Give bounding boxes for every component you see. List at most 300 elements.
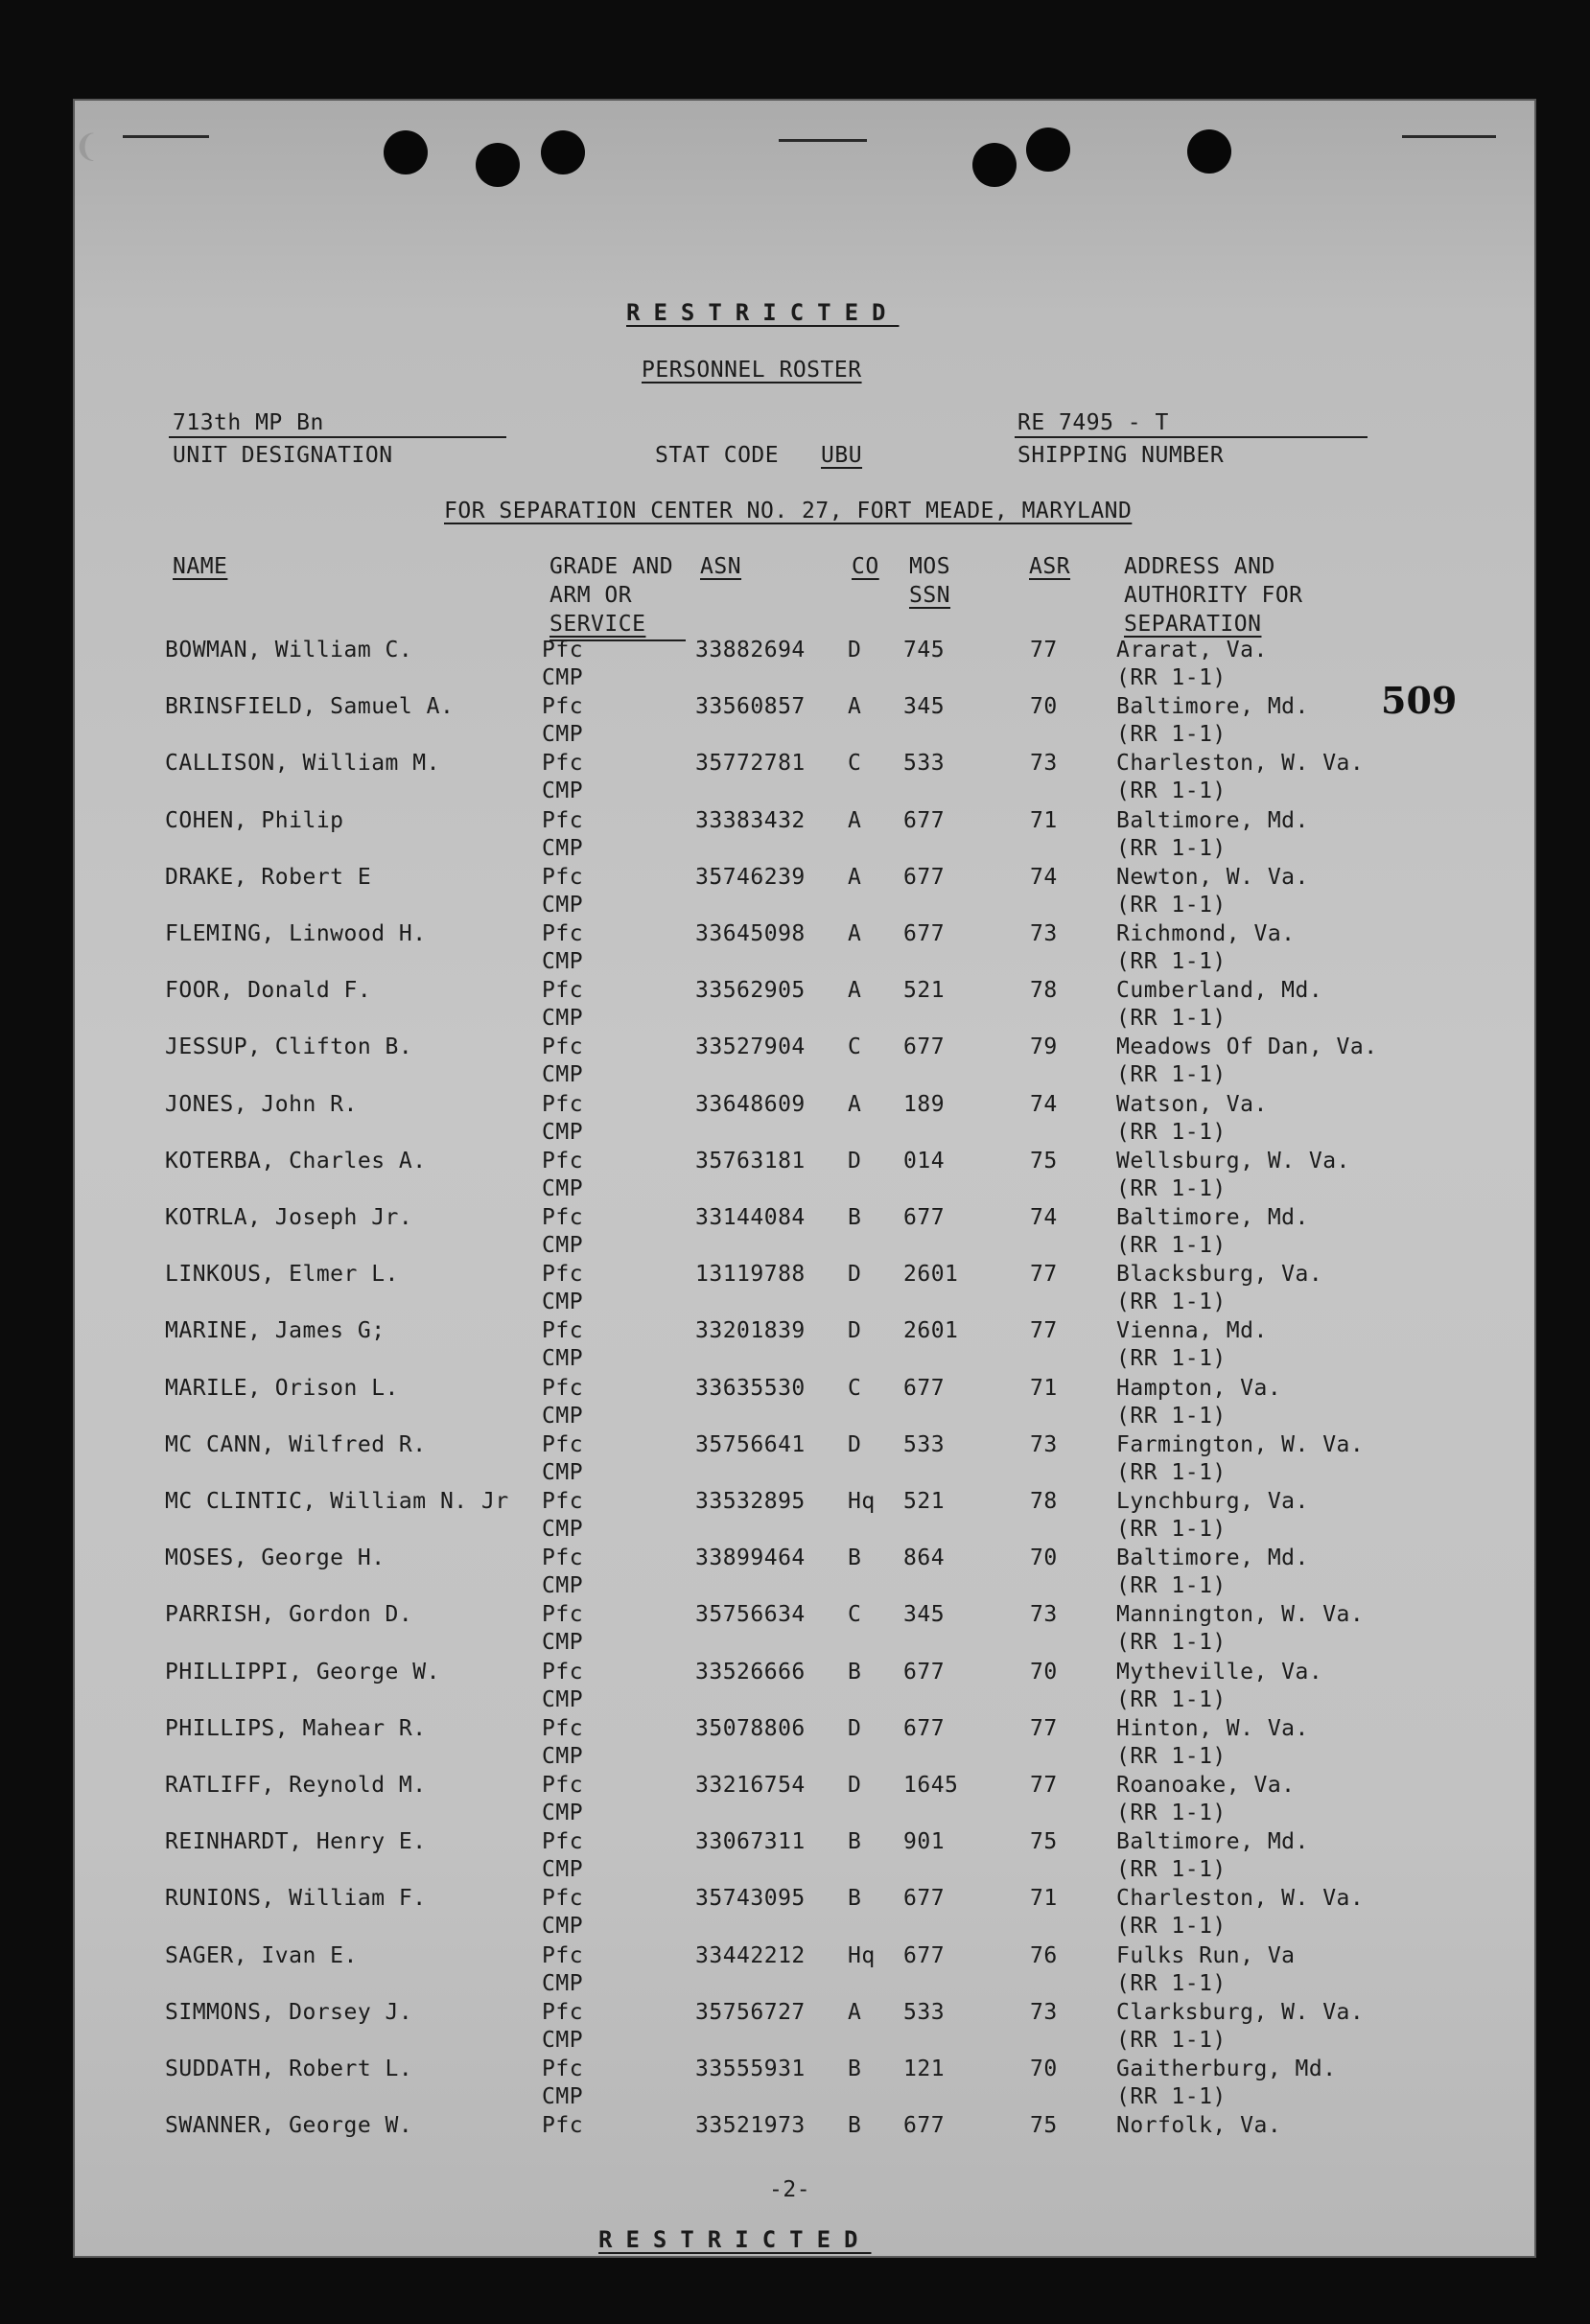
cell-arm: CMP [542,1460,584,1485]
cell-address: Hampton, Va. [1116,1376,1282,1401]
cell-asn: 35763181 [695,1149,806,1174]
cell-grade: Pfc [542,1034,584,1059]
cell-arm: CMP [542,1857,584,1882]
cell-arm: CMP [542,1801,584,1825]
cell-asr: 73 [1030,921,1058,946]
cell-co: C [848,1602,862,1627]
cell-grade: Pfc [542,2113,584,2138]
cell-name: KOTRLA, Joseph Jr. [165,1205,413,1230]
table-row [0,1034,1590,1090]
cell-address: Baltimore, Md. [1116,1829,1309,1854]
cell-mos: 521 [903,978,946,1003]
cell-address: Baltimore, Md. [1116,1205,1309,1230]
cell-address: Charleston, W. Va. [1116,1886,1365,1911]
cell-arm: CMP [542,1290,584,1314]
cell-grade: Pfc [542,1545,584,1570]
cell-grade: Pfc [542,1318,584,1343]
cell-authority: (RR 1-1) [1116,1176,1227,1201]
scan-edge-mark: ❨ [75,125,99,169]
table-row [0,1376,1590,1431]
cell-authority: (RR 1-1) [1116,1914,1227,1939]
cell-mos: 677 [903,1716,946,1741]
table-row [0,978,1590,1034]
cell-authority: (RR 1-1) [1116,1687,1227,1712]
cell-address: Newton, W. Va. [1116,865,1309,890]
col-co-header: CO [852,554,879,579]
cell-co: Hq [848,1943,876,1968]
cell-asr: 77 [1030,1262,1058,1287]
cell-asr: 70 [1030,2057,1058,2081]
cell-address: Meadows Of Dan, Va. [1116,1034,1378,1059]
punch-hole [541,130,585,174]
cell-mos: 745 [903,638,946,662]
cell-name: KOTERBA, Charles A. [165,1149,427,1174]
cell-asn: 33144084 [695,1205,806,1230]
cell-asn: 35756634 [695,1602,806,1627]
cell-authority: (RR 1-1) [1116,1630,1227,1655]
cell-authority: (RR 1-1) [1116,1460,1227,1485]
cell-asr: 76 [1030,1943,1058,1968]
col-address-header-1: ADDRESS AND [1124,554,1275,579]
cell-name: MC CANN, Wilfred R. [165,1432,427,1457]
cell-arm: CMP [542,665,584,690]
cell-arm: CMP [542,836,584,861]
cell-address: Cumberland, Md. [1116,978,1323,1003]
staple-mark [123,135,209,138]
cell-mos: 901 [903,1829,946,1854]
cell-asn: 33201839 [695,1318,806,1343]
cell-grade: Pfc [542,1886,584,1911]
cell-arm: CMP [542,1404,584,1429]
cell-name: COHEN, Philip [165,808,344,833]
shipping-number-line [1015,436,1368,438]
table-row [0,865,1590,920]
cell-co: B [848,1205,862,1230]
unit-designation-label: UNIT DESIGNATION [173,443,393,468]
page-number: -2- [769,2177,811,2202]
cell-asr: 73 [1030,751,1058,776]
cell-arm: CMP [542,2028,584,2053]
cell-grade: Pfc [542,1432,584,1457]
cell-authority: (RR 1-1) [1116,1233,1227,1258]
col-mos-header-1: MOS [909,554,951,579]
cell-grade: Pfc [542,1660,584,1685]
cell-name: MC CLINTIC, William N. Jr [165,1489,509,1514]
cell-asr: 70 [1030,694,1058,719]
cell-name: SIMMONS, Dorsey J. [165,2000,413,2025]
table-row [0,1829,1590,1885]
table-row [0,751,1590,806]
cell-asr: 73 [1030,2000,1058,2025]
cell-grade: Pfc [542,978,584,1003]
cell-authority: (RR 1-1) [1116,665,1227,690]
cell-mos: 533 [903,1432,946,1457]
cell-co: B [848,1545,862,1570]
table-row [0,1602,1590,1658]
cell-arm: CMP [542,1971,584,1996]
cell-name: PHILLIPPI, George W. [165,1660,440,1685]
cell-asn: 35743095 [695,1886,806,1911]
cell-grade: Pfc [542,1602,584,1627]
table-row [0,1716,1590,1772]
cell-grade: Pfc [542,1829,584,1854]
cell-name: PHILLIPS, Mahear R. [165,1716,427,1741]
cell-grade: Pfc [542,865,584,890]
cell-asr: 73 [1030,1602,1058,1627]
cell-asn: 33882694 [695,638,806,662]
cell-name: BOWMAN, William C. [165,638,413,662]
cell-name: BRINSFIELD, Samuel A. [165,694,455,719]
cell-asn: 33067311 [695,1829,806,1854]
staple-mark [1402,135,1496,138]
table-row [0,1149,1590,1204]
cell-address: Mannington, W. Va. [1116,1602,1365,1627]
cell-mos: 677 [903,1205,946,1230]
cell-authority: (RR 1-1) [1116,2084,1227,2109]
cell-asn: 35078806 [695,1716,806,1741]
table-row [0,1886,1590,1941]
cell-mos: 677 [903,865,946,890]
cell-address: Richmond, Va. [1116,921,1296,946]
cell-co: B [848,1660,862,1685]
table-row [0,1489,1590,1545]
cell-grade: Pfc [542,638,584,662]
cell-address: Clarksburg, W. Va. [1116,2000,1365,2025]
cell-mos: 677 [903,921,946,946]
table-row [0,1432,1590,1488]
cell-asn: 33383432 [695,808,806,833]
cell-address: Vienna, Md. [1116,1318,1268,1343]
cell-arm: CMP [542,1630,584,1655]
cell-co: A [848,1092,862,1117]
cell-mos: 677 [903,1034,946,1059]
cell-grade: Pfc [542,2000,584,2025]
cell-name: REINHARDT, Henry E. [165,1829,427,1854]
cell-grade: Pfc [542,1489,584,1514]
cell-authority: (RR 1-1) [1116,1801,1227,1825]
cell-asn: 13119788 [695,1262,806,1287]
cell-asr: 78 [1030,978,1058,1003]
cell-arm: CMP [542,1517,584,1542]
cell-arm: CMP [542,1233,584,1258]
cell-authority: (RR 1-1) [1116,1062,1227,1087]
cell-address: Lynchburg, Va. [1116,1489,1309,1514]
cell-authority: (RR 1-1) [1116,779,1227,803]
cell-asn: 35756727 [695,2000,806,2025]
cell-arm: CMP [542,1176,584,1201]
cell-asr: 77 [1030,1716,1058,1741]
cell-address: Norfolk, Va. [1116,2113,1282,2138]
cell-authority: (RR 1-1) [1116,1857,1227,1882]
cell-grade: Pfc [542,921,584,946]
cell-authority: (RR 1-1) [1116,2028,1227,2053]
cell-asr: 74 [1030,1205,1058,1230]
cell-mos: 2601 [903,1262,959,1287]
col-asr-header: ASR [1029,554,1071,579]
cell-arm: CMP [542,1573,584,1598]
cell-arm: CMP [542,1120,584,1145]
cell-asr: 75 [1030,1149,1058,1174]
cell-grade: Pfc [542,1262,584,1287]
cell-arm: CMP [542,949,584,974]
table-row [0,1660,1590,1715]
cell-grade: Pfc [542,1773,584,1798]
cell-asr: 75 [1030,1829,1058,1854]
table-row [0,1943,1590,1999]
cell-mos: 189 [903,1092,946,1117]
cell-asn: 33532895 [695,1489,806,1514]
cell-grade: Pfc [542,1205,584,1230]
cell-asn: 33899464 [695,1545,806,1570]
cell-arm: CMP [542,1006,584,1031]
cell-authority: (RR 1-1) [1116,949,1227,974]
cell-address: Wellsburg, W. Va. [1116,1149,1350,1174]
cell-arm: CMP [542,1687,584,1712]
cell-arm: CMP [542,1744,584,1769]
cell-co: C [848,751,862,776]
cell-asr: 70 [1030,1545,1058,1570]
cell-co: A [848,2000,862,2025]
cell-co: D [848,1716,862,1741]
cell-asn: 33635530 [695,1376,806,1401]
classification-top: RESTRICTED [626,299,900,326]
cell-mos: 677 [903,1943,946,1968]
separation-center: FOR SEPARATION CENTER NO. 27, FORT MEADE, MARYLAND [444,499,1133,523]
col-grade-header-3: SERVICE [549,612,646,637]
cell-mos: 677 [903,1886,946,1911]
cell-authority: (RR 1-1) [1116,1006,1227,1031]
cell-asn: 35756641 [695,1432,806,1457]
cell-co: B [848,2113,862,2138]
unit-designation-value: 713th MP Bn [173,410,324,435]
cell-address: Mytheville, Va. [1116,1660,1323,1685]
cell-authority: (RR 1-1) [1116,1517,1227,1542]
cell-name: SAGER, Ivan E. [165,1943,358,1968]
stat-code-label: STAT CODE [655,443,780,468]
cell-address: Ararat, Va. [1116,638,1268,662]
cell-grade: Pfc [542,1092,584,1117]
cell-address: Hinton, W. Va. [1116,1716,1309,1741]
table-row [0,1205,1590,1261]
cell-authority: (RR 1-1) [1116,722,1227,747]
col-name-header: NAME [173,554,228,579]
shipping-number-value: RE 7495 - T [1017,410,1169,435]
cell-asr: 74 [1030,1092,1058,1117]
cell-authority: (RR 1-1) [1116,1744,1227,1769]
cell-grade: Pfc [542,694,584,719]
cell-address: Baltimore, Md. [1116,808,1309,833]
cell-co: D [848,1432,862,1457]
punch-hole [1187,129,1231,174]
cell-grade: Pfc [542,1716,584,1741]
cell-co: D [848,1149,862,1174]
cell-asr: 77 [1030,638,1058,662]
cell-name: JESSUP, Clifton B. [165,1034,413,1059]
cell-arm: CMP [542,722,584,747]
cell-asn: 33555931 [695,2057,806,2081]
cell-asn: 33645098 [695,921,806,946]
cell-co: Hq [848,1489,876,1514]
cell-asn: 33216754 [695,1773,806,1798]
cell-grade: Pfc [542,1943,584,1968]
cell-asr: 71 [1030,1886,1058,1911]
cell-co: A [848,808,862,833]
cell-name: MARINE, James G; [165,1318,386,1343]
roster-title: PERSONNEL ROSTER [642,358,862,383]
page-stamp-number: 509 [1381,679,1458,722]
cell-asn: 33648609 [695,1092,806,1117]
cell-mos: 533 [903,2000,946,2025]
cell-grade: Pfc [542,808,584,833]
cell-arm: CMP [542,2084,584,2109]
cell-name: DRAKE, Robert E [165,865,372,890]
cell-mos: 1645 [903,1773,959,1798]
cell-asn: 33560857 [695,694,806,719]
cell-grade: Pfc [542,1149,584,1174]
col-address-header-2: AUTHORITY FOR [1124,583,1303,608]
cell-asn: 33562905 [695,978,806,1003]
table-row [0,1545,1590,1601]
cell-authority: (RR 1-1) [1116,836,1227,861]
cell-mos: 677 [903,1376,946,1401]
punch-hole [1026,128,1070,172]
cell-asr: 71 [1030,808,1058,833]
cell-asr: 79 [1030,1034,1058,1059]
cell-asn: 35746239 [695,865,806,890]
cell-name: PARRISH, Gordon D. [165,1602,413,1627]
cell-mos: 521 [903,1489,946,1514]
cell-asn: 33521973 [695,2113,806,2138]
cell-name: JONES, John R. [165,1092,358,1117]
cell-address: Gaitherburg, Md. [1116,2057,1337,2081]
table-row [0,2000,1590,2056]
cell-name: RATLIFF, Reynold M. [165,1773,427,1798]
cell-co: A [848,694,862,719]
cell-authority: (RR 1-1) [1116,1971,1227,1996]
col-grade-header-2: ARM OR [549,583,633,608]
col-asn-header: ASN [700,554,742,579]
cell-asr: 73 [1030,1432,1058,1457]
cell-name: SUDDATH, Robert L. [165,2057,413,2081]
table-row [0,1318,1590,1374]
col-grade-header-1: GRADE AND [549,554,674,579]
cell-address: Baltimore, Md. [1116,1545,1309,1570]
cell-arm: CMP [542,779,584,803]
cell-address: Roanoake, Va. [1116,1773,1296,1798]
cell-name: FLEMING, Linwood H. [165,921,427,946]
cell-mos: 345 [903,694,946,719]
table-row [0,1262,1590,1317]
cell-co: B [848,2057,862,2081]
cell-co: A [848,921,862,946]
cell-arm: CMP [542,1346,584,1371]
cell-address: Fulks Run, Va [1116,1943,1296,1968]
cell-address: Watson, Va. [1116,1092,1268,1117]
stat-code-value: UBU [821,443,863,468]
cell-asn: 33526666 [695,1660,806,1685]
cell-name: MOSES, George H. [165,1545,386,1570]
classification-bottom: RESTRICTED [598,2226,872,2253]
cell-grade: Pfc [542,2057,584,2081]
cell-authority: (RR 1-1) [1116,1120,1227,1145]
cell-name: LINKOUS, Elmer L. [165,1262,399,1287]
cell-mos: 345 [903,1602,946,1627]
cell-mos: 677 [903,1660,946,1685]
punch-hole [384,130,428,174]
cell-asr: 75 [1030,2113,1058,2138]
cell-address: Blacksburg, Va. [1116,1262,1323,1287]
table-row [0,2057,1590,2112]
cell-asn: 33527904 [695,1034,806,1059]
cell-authority: (RR 1-1) [1116,1290,1227,1314]
cell-co: A [848,978,862,1003]
cell-address: Baltimore, Md. [1116,694,1309,719]
cell-name: FOOR, Donald F. [165,978,372,1003]
cell-mos: 864 [903,1545,946,1570]
cell-arm: CMP [542,893,584,918]
cell-grade: Pfc [542,751,584,776]
cell-asr: 77 [1030,1318,1058,1343]
shipping-number-label: SHIPPING NUMBER [1017,443,1225,468]
cell-name: CALLISON, William M. [165,751,440,776]
cell-co: A [848,865,862,890]
cell-co: D [848,1262,862,1287]
cell-mos: 121 [903,2057,946,2081]
table-row [0,2113,1590,2169]
cell-mos: 677 [903,2113,946,2138]
cell-arm: CMP [542,1914,584,1939]
cell-co: B [848,1886,862,1911]
table-row [0,808,1590,864]
cell-name: RUNIONS, William F. [165,1886,427,1911]
col-mos-header-2: SSN [909,583,951,608]
table-row [0,694,1590,750]
cell-asn: 33442212 [695,1943,806,1968]
unit-designation-line [169,436,506,438]
punch-hole [972,143,1017,187]
cell-name: MARILE, Orison L. [165,1376,399,1401]
table-row [0,1092,1590,1148]
cell-asr: 70 [1030,1660,1058,1685]
cell-mos: 677 [903,808,946,833]
cell-arm: CMP [542,1062,584,1087]
cell-address: Charleston, W. Va. [1116,751,1365,776]
cell-co: B [848,1829,862,1854]
staple-mark [779,139,867,142]
cell-co: C [848,1376,862,1401]
cell-name: SWANNER, George W. [165,2113,413,2138]
cell-mos: 2601 [903,1318,959,1343]
cell-authority: (RR 1-1) [1116,1404,1227,1429]
cell-co: D [848,1773,862,1798]
cell-authority: (RR 1-1) [1116,893,1227,918]
cell-address: Farmington, W. Va. [1116,1432,1365,1457]
cell-asr: 71 [1030,1376,1058,1401]
cell-mos: 014 [903,1149,946,1174]
cell-asr: 74 [1030,865,1058,890]
punch-hole [476,143,520,187]
cell-asr: 77 [1030,1773,1058,1798]
cell-co: D [848,638,862,662]
cell-authority: (RR 1-1) [1116,1346,1227,1371]
table-row [0,921,1590,977]
cell-co: C [848,1034,862,1059]
cell-authority: (RR 1-1) [1116,1573,1227,1598]
col-address-header-3: SEPARATION [1124,612,1262,637]
cell-grade: Pfc [542,1376,584,1401]
cell-asr: 78 [1030,1489,1058,1514]
table-row [0,1773,1590,1828]
